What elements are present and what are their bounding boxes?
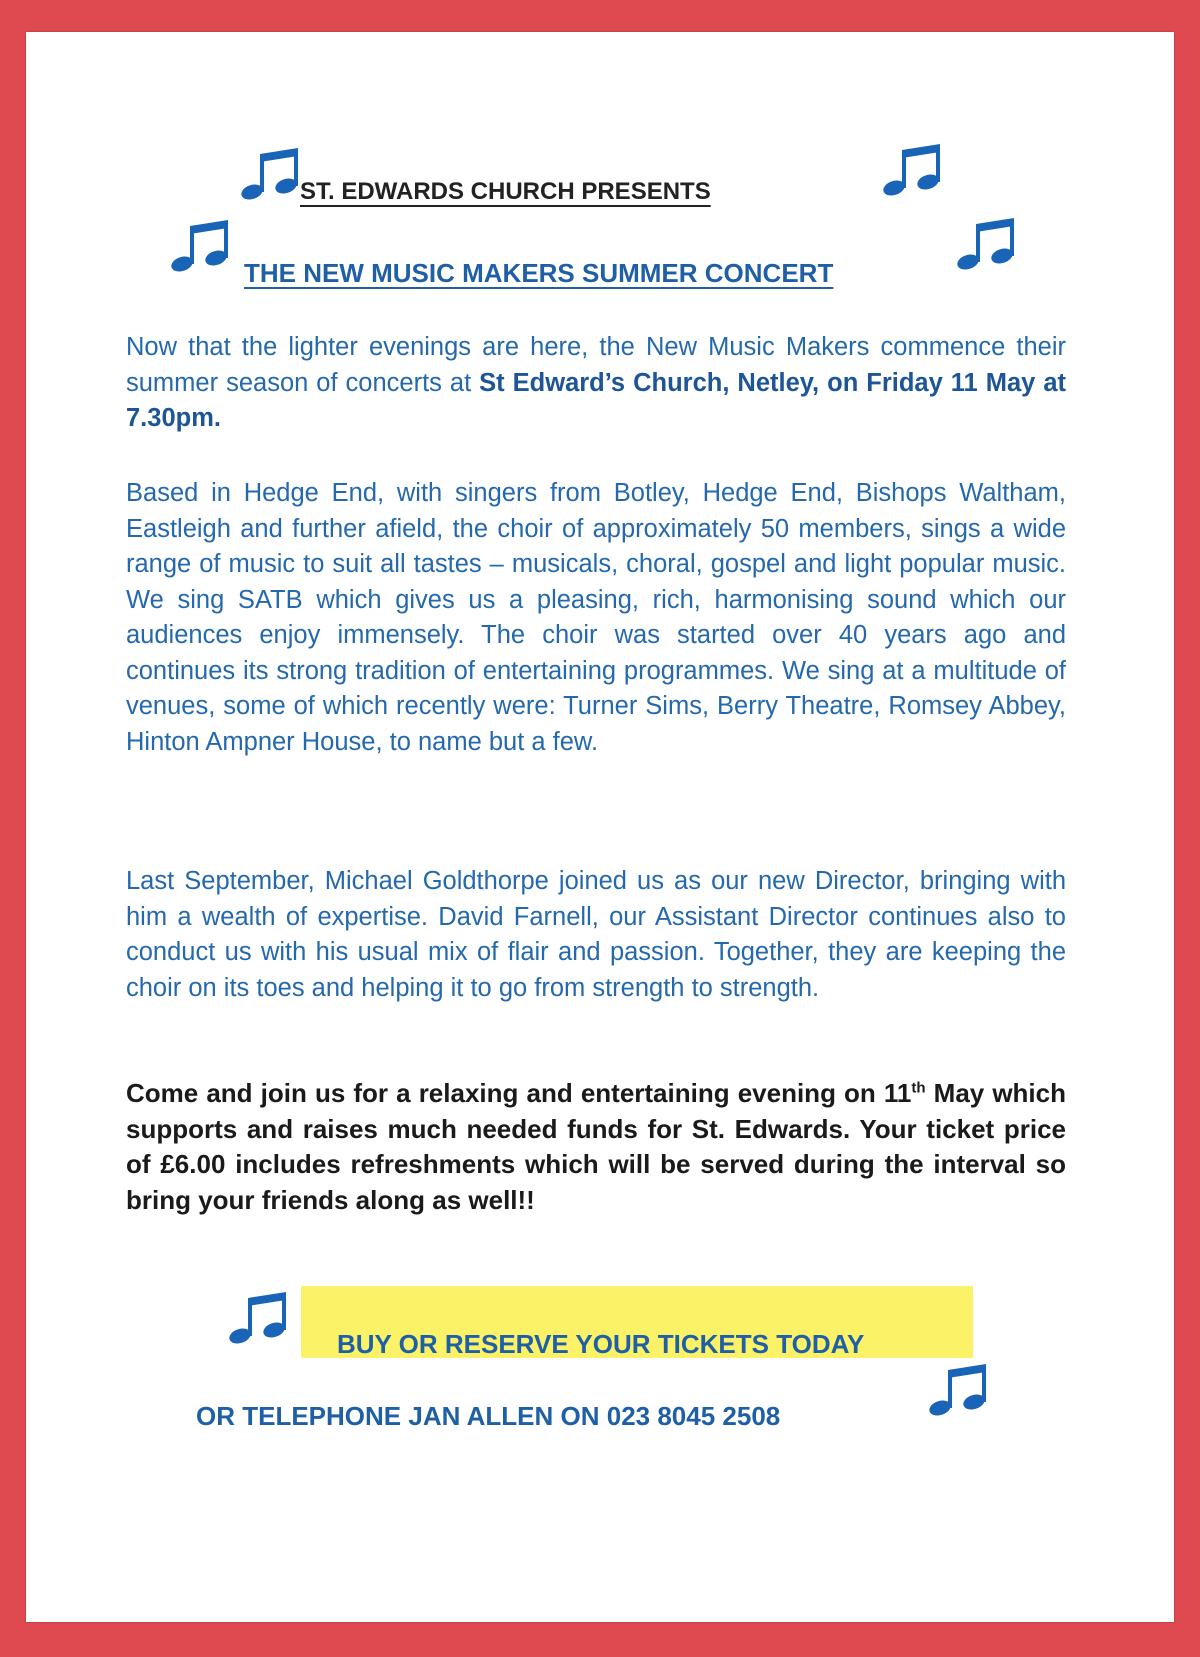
invite-paragraph bbox=[126, 1076, 1066, 1218]
presents-heading: ST. EDWARDS CHURCH PRESENTS bbox=[300, 178, 711, 205]
intro-text: Now that the lighter evenings are here, the New Music Makers commence their summer season of concerts at bbox=[126, 333, 1066, 397]
phone-contact: OR TELEPHONE JAN ALLEN ON 023 8045 2508 bbox=[196, 1401, 781, 1431]
invite-text-end: May which supports and raises much needed funds for St. Edwards. Your ticket price of £6.00 includes refreshments which will be served during the interval so bring your friends along as well!! bbox=[126, 1078, 1066, 1215]
directors-paragraph: Last September, Michael Goldthorpe joined us as our new Director, bringing with him a wealth of expertise. David Farnell, our Assistant Director continues also to conduct us with his usual mix of flair and passion. Together, they are keeping the choir on its toes and helping it to go from strength to strength. bbox=[126, 867, 1066, 1002]
concert-title: THE NEW MUSIC MAKERS SUMMER CONCERT bbox=[244, 258, 834, 288]
invite-text-start: Come and join us for a relaxing and entertaining evening on 11 bbox=[126, 1078, 912, 1108]
about-paragraph: Based in Hedge End, with singers from Botley, Hedge End, Bishops Waltham, Eastleigh and further afield, the choir of approximately 50 members, sings a wide range of music to suit all tastes – musicals, choral, gospel and light popular music. We sing SATB which gives us a pleasing, rich, harmonising sound which our audiences enjoy immensely. The choir was started over 40 years ago and continues its strong tradition of entertaining programmes. We sing at a multitude of venues, some of which recently were: Turner Sims, Berry Theatre, Romsey Abbey, Hinton Ampner House, to name but a few. bbox=[126, 479, 1066, 756]
music-note-icon bbox=[168, 218, 234, 278]
intro-paragraph bbox=[126, 330, 1066, 437]
music-note-icon bbox=[926, 1362, 992, 1422]
music-note-icon bbox=[226, 1290, 292, 1350]
music-note-icon bbox=[880, 142, 946, 202]
venue-date-text: St Edward’s Church, Netley, on Friday 11 May at 7.30pm. bbox=[126, 368, 1066, 432]
ordinal-suffix: th bbox=[911, 1079, 926, 1097]
tickets-cta: BUY OR RESERVE YOUR TICKETS TODAY bbox=[337, 1329, 865, 1359]
music-note-icon bbox=[238, 146, 304, 206]
